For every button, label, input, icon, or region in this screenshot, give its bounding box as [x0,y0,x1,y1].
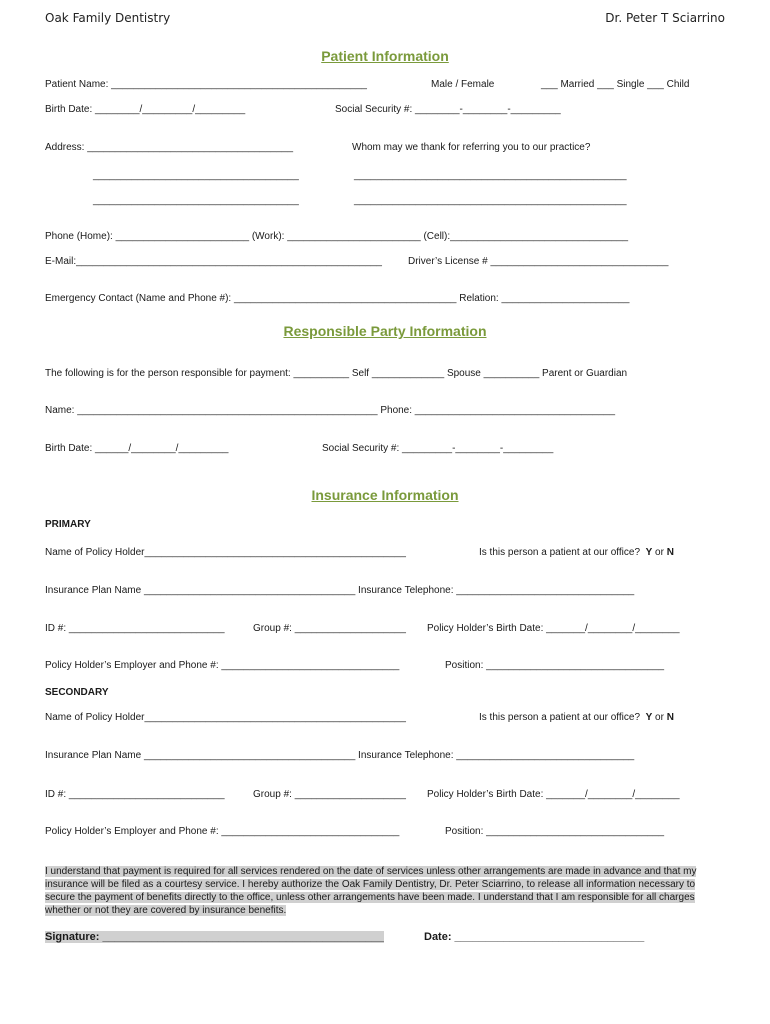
secondary-no-option[interactable]: N [666,712,674,723]
secondary-id-field[interactable]: ID #: ____________________________ [45,789,225,800]
primary-holder-birth-field[interactable]: Policy Holder’s Birth Date: _______/________/________ [427,623,680,634]
referral-line-2[interactable]: _________________________________________________ [354,170,627,181]
address-line-2[interactable]: _____________________________________ [93,170,299,181]
secondary-is-patient-label: Is this person a patient at our office? [479,712,641,723]
primary-no-option[interactable]: N [666,547,674,558]
secondary-holder-birth-field[interactable]: Policy Holder’s Birth Date: _______/________/________ [427,789,680,800]
practice-name: Oak Family Dentistry [45,11,171,25]
secondary-policy-holder-field[interactable]: Name of Policy Holder_______________________________________________ [45,712,406,723]
phone-fields[interactable]: Phone (Home): ________________________ (Work): ________________________ (Cell):________________________________ [45,231,629,242]
patient-name-field[interactable]: Patient Name: ______________________________________________ [45,79,367,90]
address-line-3[interactable]: _____________________________________ [93,195,299,206]
referral-line-3[interactable]: _________________________________________________ [354,195,627,206]
referral-question: Whom may we thank for referring you to our practice? [352,142,591,153]
date-field[interactable]: Date: _______________________________ [424,931,645,943]
secondary-is-patient-question [479,712,674,724]
section-title-patient: Patient Information [321,48,449,64]
signature-field[interactable]: Signature: ______________________________________________ [45,931,384,943]
ssn-field[interactable]: Social Security #: ________-________-_________ [335,104,561,115]
emergency-contact-field[interactable]: Emergency Contact (Name and Phone #): ________________________________________ Relation: _______________________ [45,293,630,304]
secondary-plan-name-field[interactable]: Insurance Plan Name ______________________________________ Insurance Telephone: ________________________________ [45,750,635,761]
primary-id-field[interactable]: ID #: ____________________________ [45,623,225,634]
doctor-name: Dr. Peter T Sciarrino [605,11,725,25]
secondary-yes-option[interactable]: Y [645,712,653,723]
primary-label: PRIMARY [45,519,91,530]
primary-plan-name-field[interactable]: Insurance Plan Name ______________________________________ Insurance Telephone: ________________________________ [45,585,635,596]
secondary-position-field[interactable]: Position: ________________________________ [445,826,665,837]
responsible-name-phone-field[interactable]: Name: ______________________________________________________ Phone: ____________________________________ [45,405,616,416]
marital-status-options[interactable]: ___ Married ___ Single ___ Child [541,79,690,90]
payment-responsibility-options[interactable]: The following is for the person responsible for payment: __________ Self _____________ Spouse __________ Parent or Guardian [45,368,628,379]
section-title-responsible: Responsible Party Information [283,323,487,339]
primary-employer-field[interactable]: Policy Holder’s Employer and Phone #: ________________________________ [45,660,400,671]
secondary-group-field[interactable]: Group #: ____________________ [253,789,406,800]
responsible-birth-date-field[interactable]: Birth Date: ______/________/_________ [45,443,229,454]
primary-yes-option[interactable]: Y [645,547,653,558]
birth-date-field[interactable]: Birth Date: ________/_________/_________ [45,104,246,115]
drivers-license-field[interactable]: Driver’s License # ________________________________ [408,256,669,267]
sex-option[interactable]: Male / Female [431,79,495,90]
primary-or-text: or [655,547,664,558]
secondary-label: SECONDARY [45,687,109,698]
primary-group-field[interactable]: Group #: ____________________ [253,623,406,634]
secondary-employer-field[interactable]: Policy Holder’s Employer and Phone #: ________________________________ [45,826,400,837]
secondary-or-text: or [655,712,664,723]
address-field[interactable]: Address: _____________________________________ [45,142,294,153]
primary-policy-holder-field[interactable]: Name of Policy Holder_______________________________________________ [45,547,406,558]
primary-position-field[interactable]: Position: ________________________________ [445,660,665,671]
primary-is-patient-question [479,547,674,559]
notice-text: I understand that payment is required for all services rendered on the date of services unless other arrangements are made in advance and that my insurance will be filed as a courtesy service. I hereby authorize the Oak Family Dentistry, Dr. Peter Sciarrino, to release all information necessary to secure the payment of benefits directly to the office, unless other arrangements have been made. I understand that I am responsible for all charges whether or not they are covered by insurance benefits. [45,866,697,916]
responsible-ssn-field[interactable]: Social Security #: _________-________-_________ [322,443,554,454]
section-title-insurance: Insurance Information [311,487,459,503]
payment-authorization-notice [45,865,721,917]
email-field[interactable]: E-Mail:_______________________________________________________ [45,256,382,267]
primary-is-patient-label: Is this person a patient at our office? [479,547,641,558]
